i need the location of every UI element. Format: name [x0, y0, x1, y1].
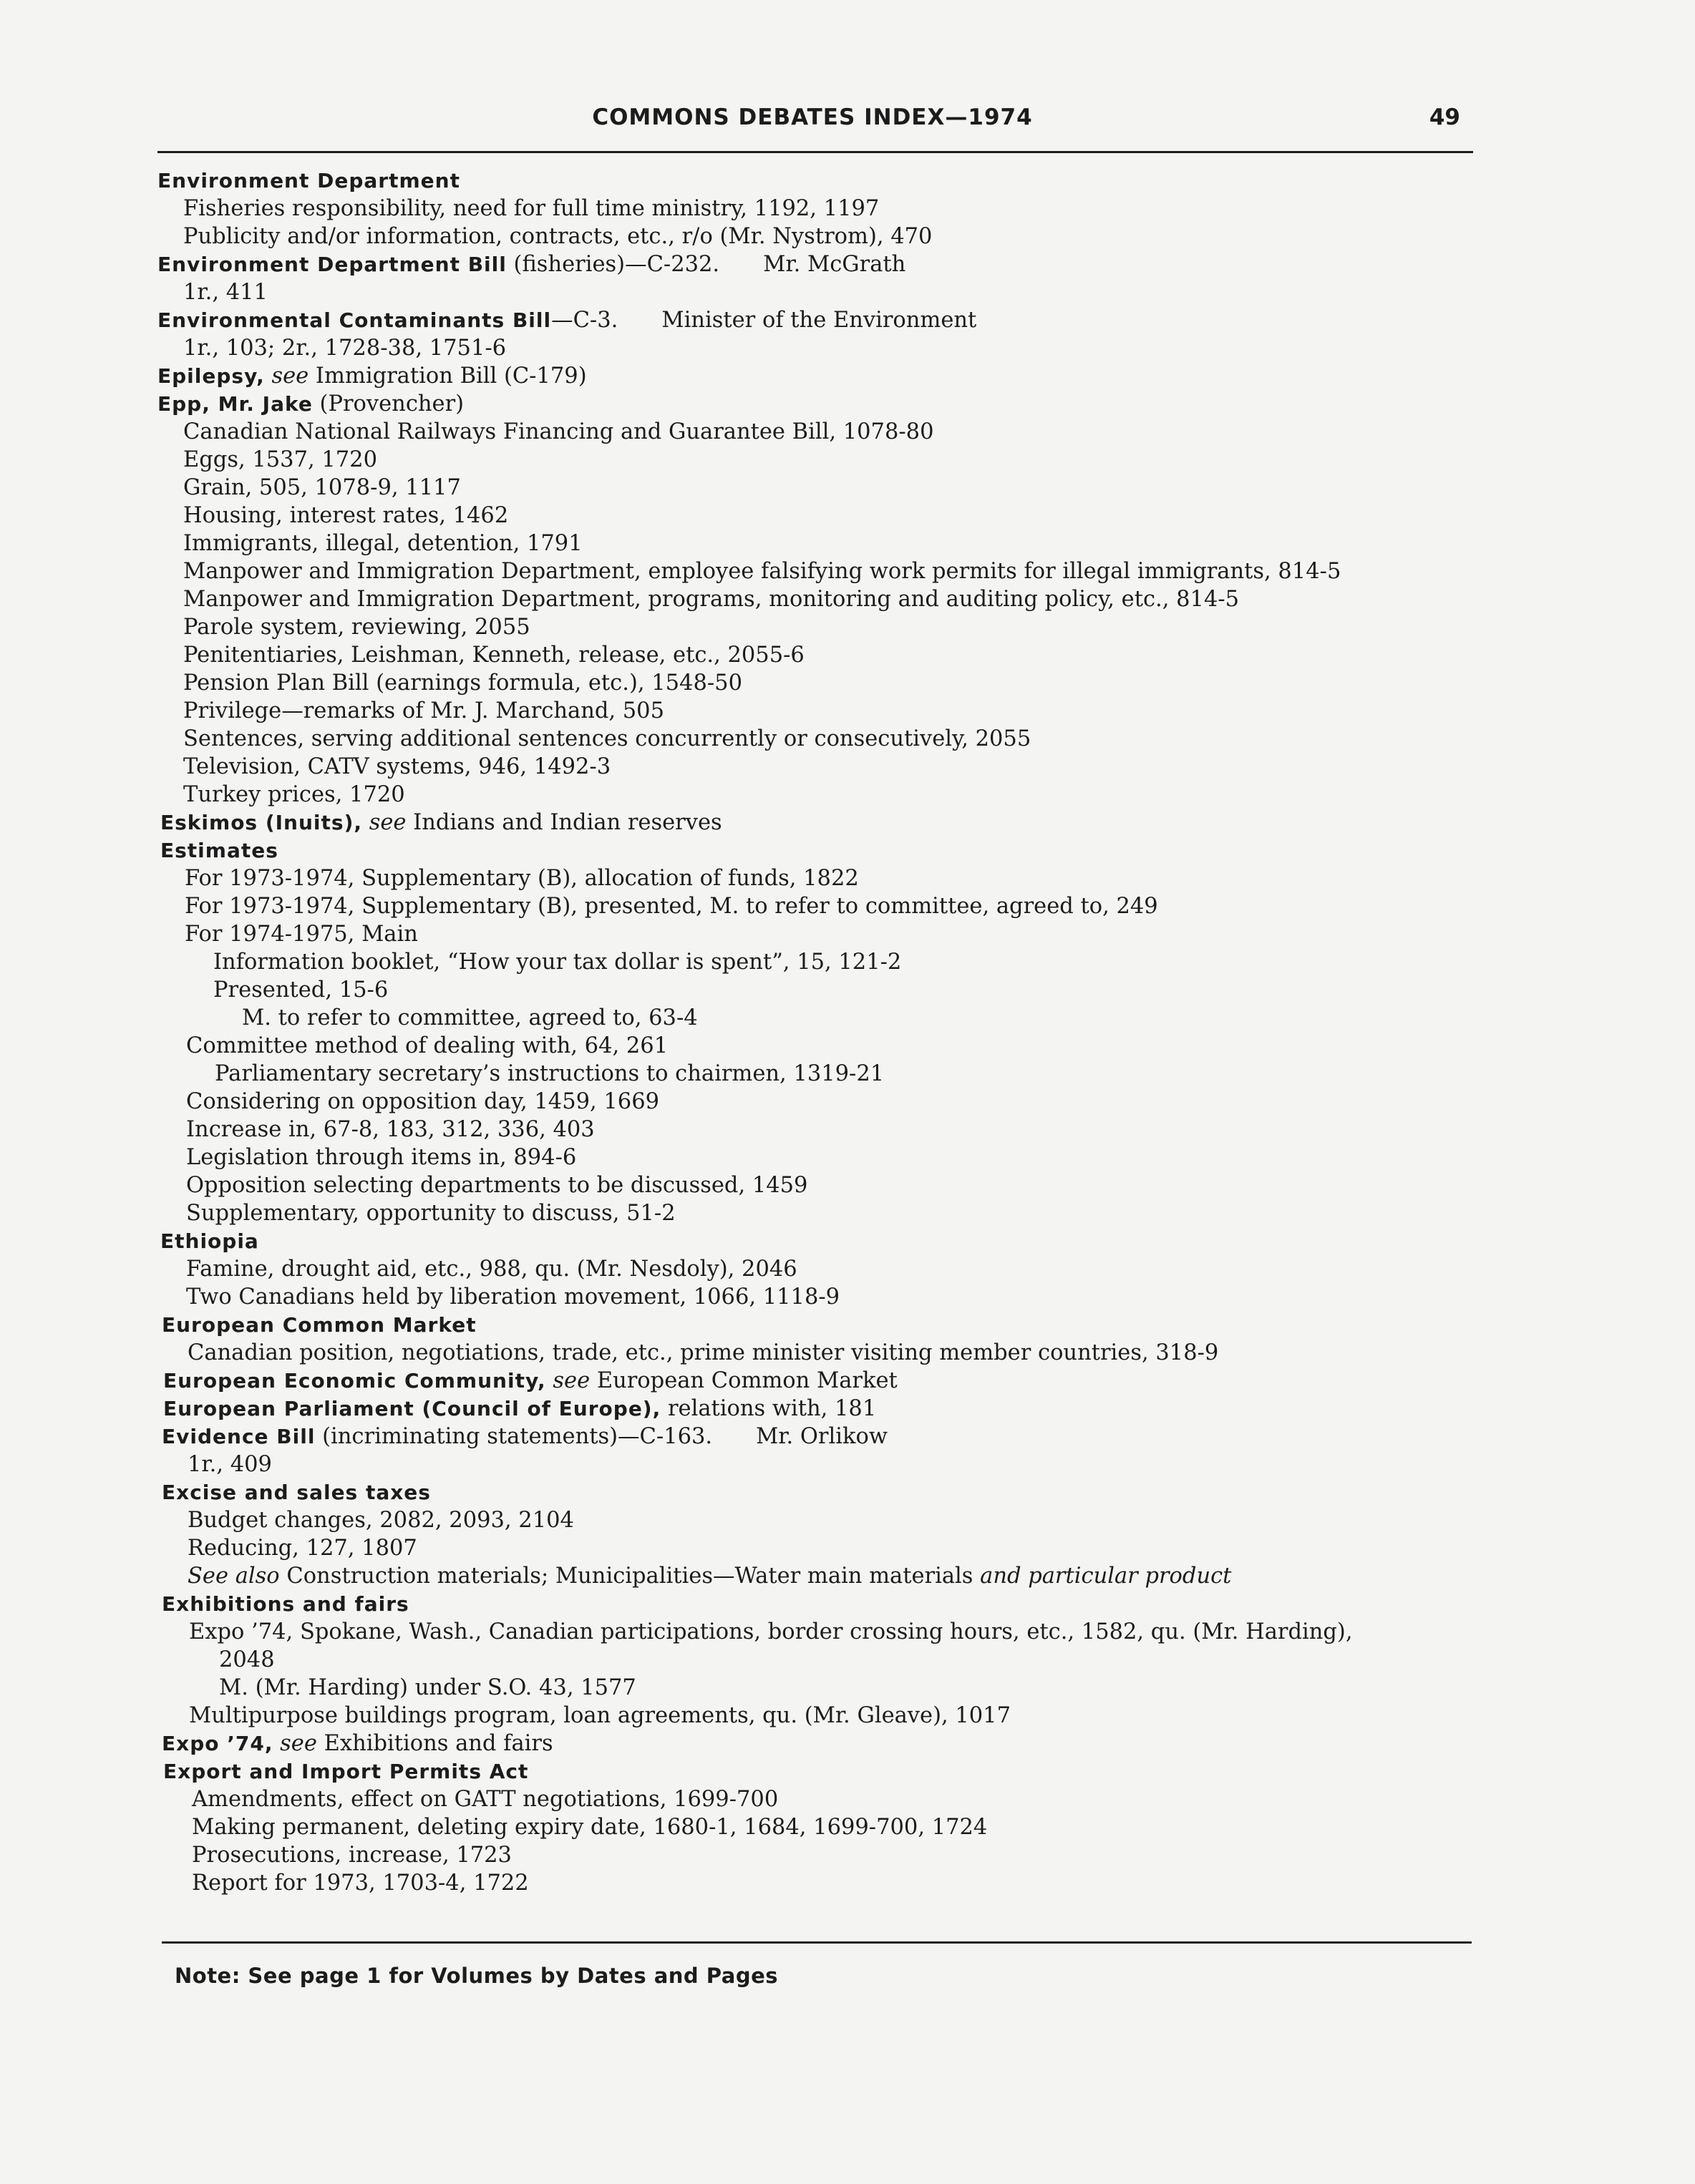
- index-heading-line: [157, 251, 905, 278]
- index-text: 1r., 409: [188, 1452, 272, 1477]
- index-heading: European Economic Community,: [163, 1369, 546, 1393]
- index-subentry-line: [188, 1563, 1231, 1590]
- index-text: Grain, 505, 1078-9, 1117: [183, 475, 461, 500]
- index-text: European Common Market: [590, 1368, 898, 1393]
- index-text: Immigrants, illegal, detention, 1791: [183, 531, 583, 556]
- index-text: Parliamentary secretary’s instructions to chairmen, 1319-21: [215, 1061, 885, 1086]
- index-subentry-line: [192, 1842, 512, 1869]
- index-text: Making permanent, deleting expiry date, 1680-1, 1684, 1699-700, 1724: [192, 1815, 988, 1840]
- index-text: Fisheries responsibility, need for full time ministry, 1192, 1197: [183, 196, 880, 221]
- page-header: [157, 104, 1467, 140]
- index-heading: Excise and sales taxes: [162, 1481, 431, 1504]
- index-text: Canadian National Railways Financing and Guarantee Bill, 1078-80: [183, 419, 934, 444]
- index-text: Sentences, serving additional sentences concurrently or consecutively, 2055: [183, 726, 1031, 751]
- index-subentry-line: [185, 893, 1158, 920]
- index-text: Privilege—remarks of Mr. J. Marchand, 505: [183, 698, 664, 723]
- index-heading-line: [157, 307, 976, 334]
- index-subentry-line: [186, 1256, 797, 1283]
- index-text: Famine, drought aid, etc., 988, qu. (Mr. Nesdoly), 2046: [186, 1257, 797, 1282]
- index-text: M. (Mr. Harding) under S.O. 43, 1577: [219, 1675, 636, 1700]
- index-subentry-line: [186, 1088, 659, 1116]
- index-subentry-line: [185, 921, 418, 948]
- index-text: Considering on opposition day, 1459, 1669: [186, 1089, 660, 1114]
- index-text: Increase in, 67-8, 183, 312, 336, 403: [186, 1117, 595, 1142]
- page-number: 49: [1429, 104, 1460, 130]
- index-subentry-line: [186, 1172, 807, 1199]
- index-subentry-line: [192, 1870, 529, 1897]
- index-text: Publicity and/or information, contracts, etc., r/o (Mr. Nystrom), 470: [183, 224, 933, 249]
- index-subentry-line: [183, 670, 742, 697]
- index-text: 1r., 103; 2r., 1728-38, 1751-6: [183, 336, 507, 361]
- index-text: Construction materials; Municipalities—Water main materials: [279, 1564, 981, 1589]
- index-text: Eggs, 1537, 1720: [183, 447, 377, 472]
- index-text: —C-3. Minister of the Environment: [551, 308, 977, 333]
- index-italic: see: [362, 810, 407, 835]
- index-heading-line: [162, 1591, 409, 1618]
- index-text: 1r., 411: [183, 280, 268, 305]
- index-heading-line: [162, 1730, 553, 1758]
- index-subentry-line: [186, 1116, 595, 1144]
- index-subentry-line: [183, 558, 1341, 585]
- index-text: Expo ’74, Spokane, Wash., Canadian participations, border crossing hours, etc., 1582, qu. (Mr. Harding),: [189, 1619, 1353, 1644]
- index-text: (incriminating statements)—C-163. Mr. Orlikow: [315, 1424, 888, 1449]
- index-subentry-line: [188, 1340, 1218, 1367]
- index-text: For 1973-1974, Supplementary (B), allocation of funds, 1822: [185, 866, 859, 891]
- index-text: Indians and Indian reserves: [406, 810, 722, 835]
- index-heading-line: [157, 391, 464, 418]
- index-heading-line: [160, 1228, 259, 1255]
- footer-note: Note: See page 1 for Volumes by Dates and Pages: [175, 1964, 779, 1988]
- index-heading: Estimates: [160, 839, 278, 862]
- index-text: Committee method of dealing with, 64, 261: [186, 1033, 669, 1058]
- index-subentry-line: [189, 1702, 1011, 1730]
- index-subentry-line: [188, 1451, 272, 1478]
- index-text: Report for 1973, 1703-4, 1722: [192, 1871, 529, 1896]
- index-text: Exhibitions and fairs: [316, 1731, 553, 1756]
- index-heading: Environment Department Bill: [157, 253, 507, 276]
- index-italic: see: [545, 1368, 591, 1393]
- index-heading: Epp, Mr. Jake: [157, 392, 313, 416]
- index-text: Multipurpose buildings program, loan agreements, qu. (Mr. Gleave), 1017: [189, 1703, 1011, 1728]
- index-subentry-line: [219, 1674, 636, 1702]
- index-subentry-line: [183, 279, 268, 306]
- index-heading-line: [163, 1395, 876, 1423]
- index-heading: Environment Department: [157, 169, 460, 192]
- index-heading-line: [160, 809, 722, 837]
- index-subentry-line: [186, 1144, 576, 1171]
- index-subentry-line: [213, 949, 901, 976]
- index-heading-line: [163, 1368, 898, 1395]
- index-heading-line: [162, 1423, 888, 1451]
- index-subentry-line: [183, 502, 508, 530]
- header-rule: [157, 151, 1473, 153]
- index-subentry-line: [183, 781, 405, 809]
- index-text: Information booklet, “How your tax dollar is spent”, 15, 121-2: [213, 950, 902, 975]
- index-text: (fisheries)—C-232. Mr. McGrath: [506, 252, 906, 277]
- index-text: Parole system, reviewing, 2055: [183, 615, 530, 640]
- index-text: Presented, 15-6: [213, 978, 389, 1003]
- index-heading: Environmental Contaminants Bill: [157, 308, 552, 332]
- index-text: Amendments, effect on GATT negotiations, 1699-700: [192, 1787, 779, 1812]
- index-subentry-line: [192, 1814, 987, 1841]
- page-title: COMMONS DEBATES INDEX—1974: [592, 104, 1033, 130]
- index-text: 2048: [219, 1647, 275, 1672]
- index-subentry-line: [219, 1647, 275, 1674]
- footer-rule: [162, 1941, 1472, 1944]
- index-italic: see: [264, 364, 309, 389]
- index-subentry-line: [183, 195, 879, 223]
- index-subentry-line: [188, 1507, 574, 1534]
- index-subentry-line: [185, 865, 859, 892]
- index-text: Prosecutions, increase, 1723: [192, 1843, 512, 1868]
- index-heading: Evidence Bill: [162, 1425, 316, 1448]
- index-heading: Export and Import Permits Act: [163, 1760, 529, 1783]
- index-text: For 1973-1974, Supplementary (B), presented, M. to refer to committee, agreed to, 249: [185, 894, 1158, 919]
- index-heading: Eskimos (Inuits),: [160, 811, 363, 834]
- index-text: Opposition selecting departments to be discussed, 1459: [186, 1173, 808, 1198]
- index-subentry-line: [183, 586, 1239, 613]
- index-text: Immigration Bill (C-179): [309, 364, 587, 389]
- index-text: relations with, 181: [661, 1396, 877, 1421]
- index-subentry-line: [183, 419, 933, 446]
- index-subentry-line: [183, 474, 461, 502]
- index-subentry-line: [183, 642, 805, 669]
- index-heading: Expo ’74,: [162, 1732, 273, 1755]
- index-text: M. to refer to committee, agreed to, 63-4: [242, 1005, 698, 1030]
- index-heading: Exhibitions and fairs: [162, 1592, 409, 1616]
- index-text: Manpower and Immigration Department, employee falsifying work permits for illegal immigrants, 814-5: [183, 559, 1341, 584]
- index-subentry-line: [242, 1005, 698, 1032]
- index-subentry-line: [183, 335, 506, 362]
- index-italic: see: [273, 1731, 317, 1756]
- index-text: Turkey prices, 1720: [183, 782, 405, 807]
- index-text: Budget changes, 2082, 2093, 2104: [188, 1508, 574, 1533]
- index-subentry-line: [189, 1619, 1353, 1646]
- index-subentry-line: [186, 1284, 840, 1311]
- index-text: Penitentiaries, Leishman, Kenneth, release, etc., 2055-6: [183, 643, 805, 668]
- index-subentry-line: [183, 698, 664, 725]
- index-subentry-line: [183, 223, 932, 250]
- index-subentry-line: [215, 1061, 884, 1088]
- index-text: Housing, interest rates, 1462: [183, 503, 509, 528]
- index-subentry-line: [183, 530, 583, 557]
- index-text: Manpower and Immigration Department, programs, monitoring and auditing policy, etc., 814-5: [183, 587, 1240, 612]
- index-heading-line: [157, 167, 460, 195]
- index-heading-line: [160, 837, 278, 864]
- index-subentry-line: [192, 1786, 778, 1813]
- index-heading: European Common Market: [162, 1313, 477, 1337]
- index-subentry-line: [188, 1535, 417, 1562]
- index-heading-line: [162, 1479, 431, 1506]
- index-heading: Epilepsy,: [157, 364, 265, 388]
- index-heading-line: [163, 1758, 528, 1785]
- index-italic: and particular product: [980, 1564, 1232, 1589]
- index-text: Two Canadians held by liberation movement, 1066, 1118-9: [186, 1284, 840, 1310]
- index-text: Reducing, 127, 1807: [188, 1536, 417, 1561]
- index-heading: European Parliament (Council of Europe),: [163, 1397, 661, 1420]
- index-subentry-line: [183, 754, 611, 781]
- index-heading: Ethiopia: [160, 1229, 259, 1253]
- index-text: Television, CATV systems, 946, 1492-3: [183, 754, 611, 779]
- index-subentry-line: [183, 447, 377, 474]
- index-heading-line: [157, 363, 587, 390]
- index-subentry-line: [183, 614, 530, 641]
- index-subentry-line: [186, 1200, 676, 1227]
- index-text: Canadian position, negotiations, trade, etc., prime minister visiting member countries, 318-9: [188, 1340, 1219, 1365]
- index-italic: See also: [188, 1564, 280, 1589]
- index-text: Supplementary, opportunity to discuss, 51-2: [186, 1201, 676, 1226]
- index-heading-line: [162, 1312, 477, 1339]
- index-subentry-line: [213, 977, 388, 1004]
- index-text: For 1974-1975, Main: [185, 922, 418, 947]
- index-text: Pension Plan Bill (earnings formula, etc.), 1548-50: [183, 671, 742, 696]
- index-subentry-line: [183, 726, 1031, 753]
- index-text: Legislation through items in, 894-6: [186, 1145, 577, 1170]
- index-text: (Provencher): [312, 391, 465, 416]
- index-subentry-line: [186, 1033, 668, 1060]
